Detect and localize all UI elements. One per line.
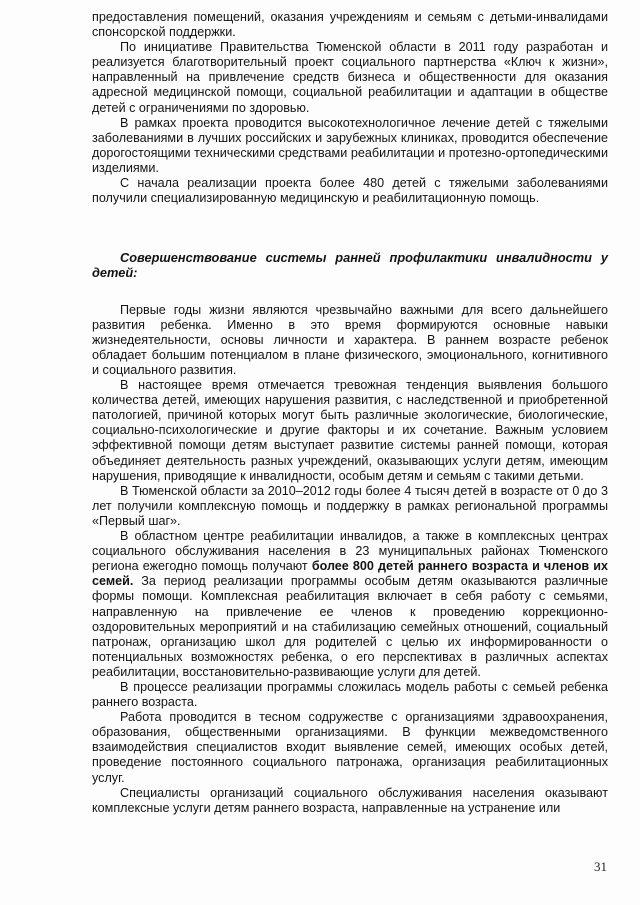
paragraph-cooperation: Работа проводится в тесном содружестве с организациями здравоохранения, образования, общественными организациями. В функции межведомственного взаимодействия специалистов входит выявление семей, имеющих особых детей, проведение постоянного социального патронажа, организация реабилитационных услуг. <box>92 710 608 785</box>
text-run: За период реализации программы особым детям оказываются различные формы помощи. Комплексная реабилитация включает в себя работу с семьями, направленную на привлечение ее членов к проведению коррекционно-оздоровительных мероприятий и на стабилизацию семейных отношений, социальный патронаж, организацию школ для родителей с целью их информированности о потенциальных возможностях ребенка, о его перспективах в различных аспектах реабилитации, восстановительно-развивающие услуги для детей. <box>92 574 608 679</box>
paragraph-specialists: Специалисты организаций социального обслуживания населения оказывают комплексные услуги детям раннего возраста, направленные на устранение или <box>92 785 608 815</box>
bold-highlight: более 800 детей раннего возраста и членов их семей. <box>92 559 608 589</box>
section-heading: Совершенствование системы ранней профилактики инвалидности у детей: <box>92 250 608 281</box>
paragraph-early-years: Первые годы жизни являются чрезвычайно важными для всего дальнейшего развития ребенка. Именно в это время формируются основные навыки жизнедеятельности, основы личности и характера. В раннем возрасте ребенок обладает большим потенциалом в плане физического, эмоционального, когнитивного и социального развития. <box>92 302 608 377</box>
paragraph-first-step: В Тюменской области за 2010–2012 годы более 4 тысяч детей в возрасте от 0 до 3 лет получили комплексную помощь и поддержку в рамках региональной программы «Первый шаг». <box>92 483 608 528</box>
paragraph-rehab-center <box>92 529 608 680</box>
paragraph-klyuch-k-zhizni: По инициативе Правительства Тюменской области в 2011 году разработан и реализуется благотворительный проект социального партнерства «Ключ к жизни», направленный на привлечение средств бизнеса и общественности для оказания адресной медицинской помощи, социальной реабилитации и адаптации в обществе детей с ограничениями по здоровью. <box>92 40 608 115</box>
paragraph-current-trend: В настоящее время отмечается тревожная тенденция выявления большого количества детей, имеющих нарушения развития, с наследственной и приобретенной патологией, причиной которых могут быть различные экологические, биологические, социально-психологические и другие факторы и их сочетание. Важным условием эффективной помощи детям выступает развитие системы ранней помощи, которая объединяет деятельность разных учреждений, оказывающих услуги детям, имеющим нарушения, приводящие к инвалидности, особым детям и семьям с такими детьми. <box>92 378 608 483</box>
paragraph-model: В процессе реализации программы сложилась модель работы с семьей ребенка раннего возраста. <box>92 679 608 710</box>
continuation-paragraph: предоставления помещений, оказания учреждениям и семьям с детьми-инвалидами спонсорской поддержки. <box>92 10 608 40</box>
paragraph-project-treatment: В рамках проекта проводится высокотехнологичное лечение детей с тяжелыми заболеваниями в лучших российских и зарубежных клиниках, проводится обеспечение дорогостоящими техническими средствами реабилитации и протезно-ортопедическими изделиями. <box>92 115 608 175</box>
spacer <box>92 281 608 303</box>
text-run: В областном центре реабилитации инвалидов, а также в комплексных центрах социального обслуживания населения в 23 муниципальных районах Тюменского региона ежегодно помощь получают <box>92 529 608 574</box>
page-number: 31 <box>594 859 607 874</box>
paragraph-project-results: С начала реализации проекта более 480 детей с тяжелыми заболеваниями получили специализированную медицинскую и реабилитационную помощь. <box>92 176 608 206</box>
spacer <box>92 206 608 250</box>
